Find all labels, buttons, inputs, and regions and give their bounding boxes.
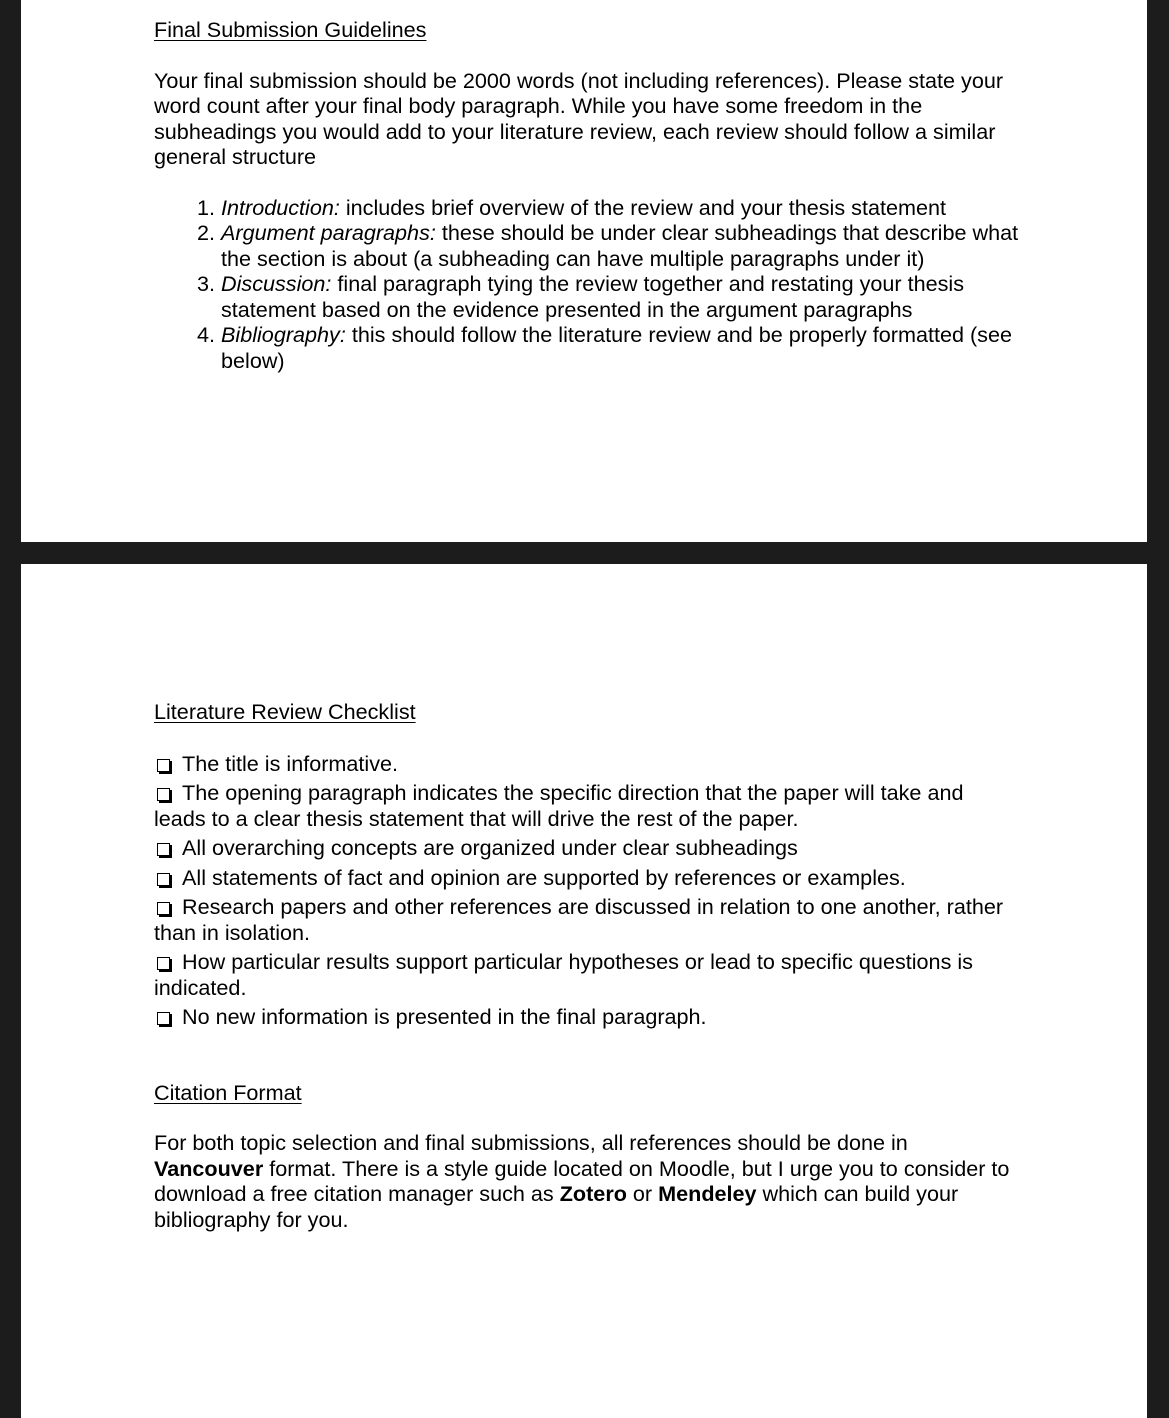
checklist-item-text: No new information is presented in the final paragraph. <box>182 1004 707 1029</box>
checkbox-icon <box>157 957 170 970</box>
checklist-item <box>154 894 1014 945</box>
document-page-1 <box>21 0 1147 542</box>
checkbox-icon <box>157 759 170 772</box>
checklist-item-text: Research papers and other references are discussed in relation to one another, rather than in isolation. <box>154 894 1004 945</box>
checklist-item <box>154 780 1014 831</box>
structure-item-discussion <box>221 271 1021 322</box>
checkbox-icon <box>157 843 170 856</box>
citation-text: or <box>626 1181 659 1206</box>
checklist-item-text: The opening paragraph indicates the specific direction that the paper will take and leads to a clear thesis statement that will drive the rest of the paper. <box>154 780 964 831</box>
checkbox-icon <box>157 873 170 886</box>
checklist-heading: Literature Review Checklist <box>154 699 416 724</box>
citation-text: format. There is a style guide located on Moodle, but I urge you to consider to download a free citation manager such as <box>154 1155 1010 1206</box>
citation-format-heading: Citation Format <box>154 1079 302 1105</box>
final-submission-heading: Final Submission Guidelines <box>154 17 427 42</box>
citation-text: which can build your bibliography for you. <box>154 1181 959 1232</box>
structure-text: includes brief overview of the review and your thesis statement <box>339 194 946 220</box>
checklist-item-text: The title is informative. <box>182 750 399 776</box>
checklist-item-text: How particular results support particular hypotheses or lead to specific questions is indicated. <box>154 949 973 1000</box>
structure-item-introduction <box>221 195 1021 221</box>
structure-term: Introduction: <box>221 194 340 220</box>
structure-text: this should follow the literature review and be properly formatted (see below) <box>221 322 1012 373</box>
checklist-item <box>154 949 1014 1000</box>
citation-text: For both topic selection and final submissions, all references should be done in <box>154 1130 908 1155</box>
structure-item-argument <box>221 220 1021 271</box>
checklist-item-text: All overarching concepts are organized under clear subheadings <box>182 835 798 860</box>
structure-term: Discussion: <box>221 271 332 296</box>
checklist-item <box>154 835 1014 861</box>
structure-term: Argument paragraphs: <box>221 220 436 245</box>
structure-term: Bibliography: <box>221 322 346 347</box>
document-page-2 <box>21 564 1147 1418</box>
mendeley-term: Mendeley <box>658 1181 757 1206</box>
checkbox-icon <box>157 1012 170 1025</box>
structure-text: these should be under clear subheadings that describe what the section is about (a subheading can have multiple paragraphs under it) <box>221 220 1019 271</box>
zotero-term: Zotero <box>559 1181 627 1206</box>
page-2-content <box>154 699 1034 1232</box>
checklist-item <box>154 751 1014 777</box>
checklist-item <box>154 1004 1014 1030</box>
checkbox-icon <box>157 902 170 915</box>
structure-item-bibliography <box>221 322 1021 373</box>
checklist-item-text: All statements of fact and opinion are supported by references or examples. <box>182 864 906 890</box>
checklist-item <box>154 865 1014 891</box>
vancouver-term: Vancouver <box>154 1155 264 1181</box>
final-submission-intro: Your final submission should be 2000 words (not including references). Please state your word count after your final body paragraph. While you have some freedom in the subheadings you would add to your literature review, each review should follow a similar general structure <box>154 67 1004 169</box>
citation-paragraph <box>154 1130 1014 1232</box>
structure-list <box>154 195 1021 374</box>
structure-text: final paragraph tying the review together and restating your thesis statement based on the evidence presented in the argument paragraphs <box>221 271 964 322</box>
page-1-content <box>154 17 1034 373</box>
checklist <box>154 751 1014 1030</box>
checkbox-icon <box>157 788 170 801</box>
